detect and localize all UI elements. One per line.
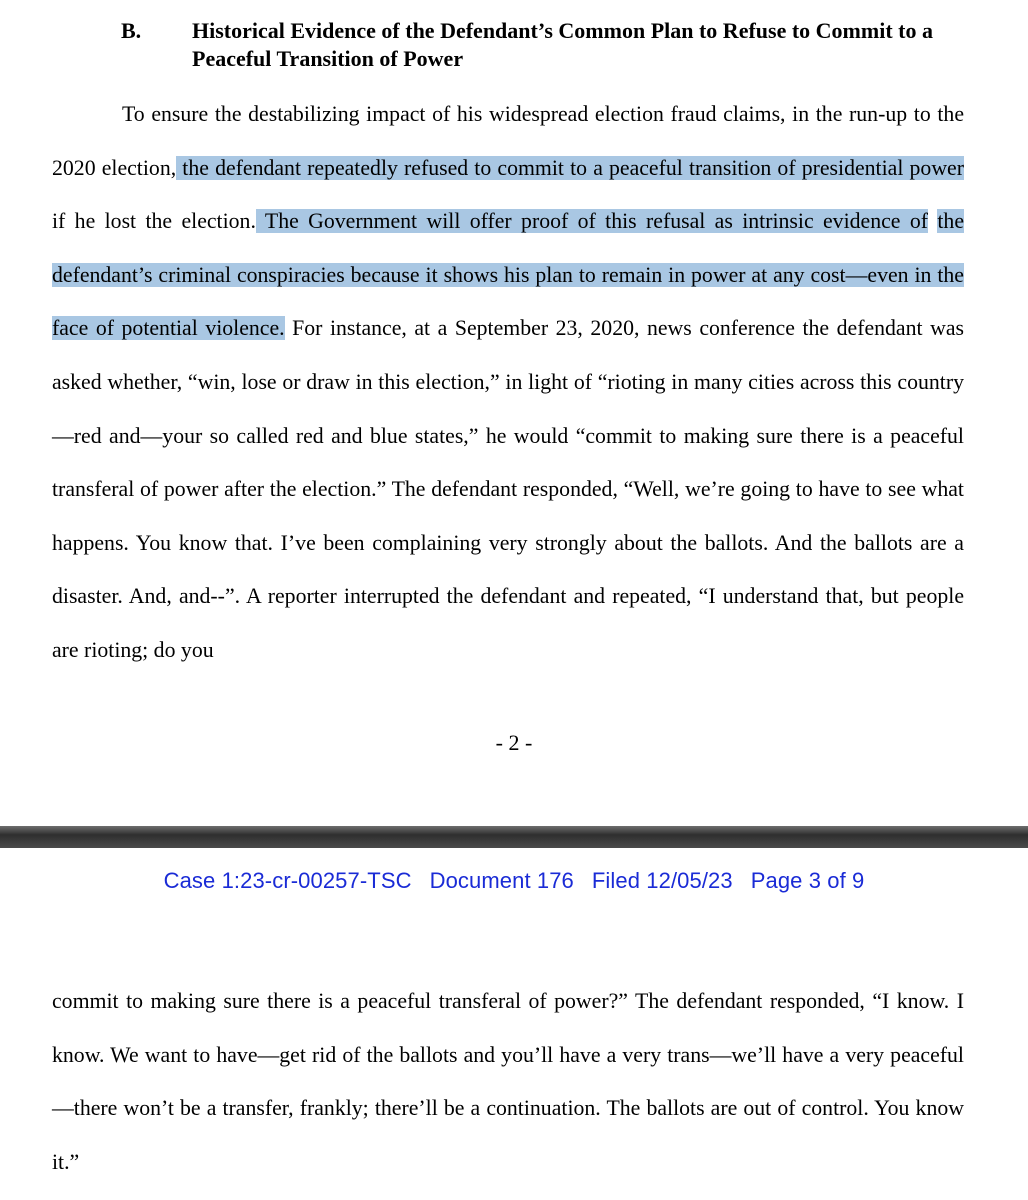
filed-date: Filed 12/05/23: [591, 868, 733, 893]
page-number: - 2 -: [495, 730, 533, 755]
paragraph-text-1: To ensure the destabilizing impact of his widespread election fraud claims, in the run-up to the 2020 election,: [52, 102, 964, 180]
page-indicator: Page 3 of 9: [750, 868, 865, 893]
case-header: [0, 868, 1028, 894]
section-title: Historical Evidence of the Defendant’s Common Plan to Refuse to Commit to a Peaceful Transition of Power: [192, 18, 933, 71]
continuation-paragraph: [52, 975, 964, 1189]
document-number: Document 176: [429, 868, 574, 893]
main-paragraph: [52, 88, 964, 678]
highlighted-text-3[interactable]: the defendant’s criminal conspiracies: [52, 209, 964, 287]
paragraph-text-2: if he lost the election.: [52, 209, 256, 234]
continuation-text: commit to making sure there is a peaceful transferal of power?” The defendant responded, “I know. I know. We want to have—get rid of the ballots and you’ll have a very trans—we’ll have a very peaceful—there won’t be a transfer, frankly; there’ll be a continuation. The ballots are out of control. You know it.”: [52, 989, 964, 1174]
section-letter: B.: [121, 18, 142, 43]
highlighted-text-1[interactable]: the defendant repeatedly refused to commit to a peaceful transition of presidential power: [176, 155, 964, 180]
case-number: Case 1:23-cr-00257-TSC: [163, 868, 412, 893]
highlighted-text-2[interactable]: The Government will offer proof of this refusal as intrinsic evidence of: [255, 209, 928, 234]
page-divider: [0, 826, 1028, 848]
paragraph-text-3: For instance, at a September 23, 2020, news conference the defendant was asked whether, “win, lose or draw in this election,” in light of “rioting in many cities across this country—red and—your so called red and blue states,” he would “commit to making sure there is a peaceful transferal of power after the election.” The defendant responded, “Well, we’re going to have to see what happens. You know that. I’ve been complaining very strongly about the ballots. And the ballots are a disaster. And, and--”. A reporter interrupted the defendant and repeated, “I understand that, but people are rioting; do you: [52, 316, 964, 662]
highlighted-text-4[interactable]: because it shows his plan to remain in power at any cost—even in the face of potential violence.: [52, 262, 964, 341]
